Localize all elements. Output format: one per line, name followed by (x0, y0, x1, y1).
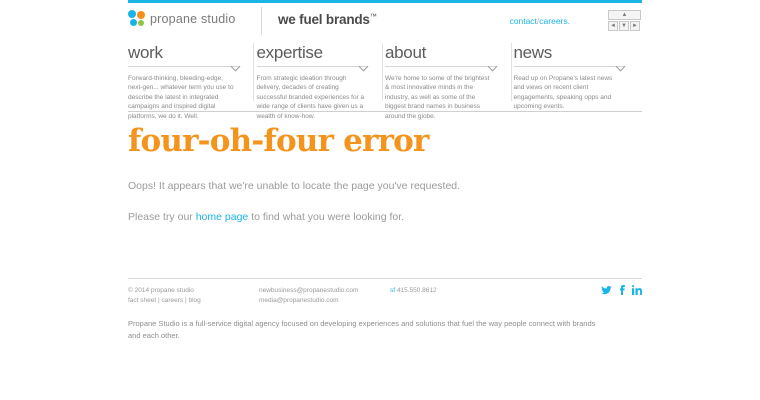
error-suggestion (128, 210, 642, 224)
scroll-right-button[interactable]: ► (630, 21, 640, 31)
error-suggestion-suffix: to find what you were looking for. (248, 211, 405, 223)
footer-emails (259, 286, 399, 306)
nav-column-work[interactable] (128, 43, 257, 128)
careers-link[interactable]: careers. (539, 16, 570, 26)
scroll-up-button[interactable]: ▲ (608, 10, 641, 20)
social-links (601, 285, 642, 295)
fact-sheet-link[interactable]: fact sheet (128, 297, 157, 304)
contact-link[interactable]: contact (509, 16, 537, 26)
utility-separator: / (536, 16, 540, 26)
chevron-down-icon[interactable] (514, 66, 625, 67)
nav-copy-work: Forward-thinking, bleeding-edge, next-gen... whatever term you use to describe the latest in integrated campaigns and inspired digital platforms, we do it. Well. (128, 74, 234, 120)
main-content (128, 124, 642, 224)
error-suggestion-prefix: Please try our (128, 211, 196, 223)
header-divider (261, 7, 262, 35)
facebook-icon[interactable] (619, 285, 625, 295)
utility-nav (510, 16, 571, 26)
copyright: © 2014 propane studio (128, 287, 194, 294)
tagline-text: we fuel brands (278, 12, 370, 27)
nav-title-expertise[interactable]: expertise (256, 43, 323, 62)
phone-label: sf (390, 287, 396, 294)
nav-title-news[interactable]: news (513, 43, 552, 62)
scroll-control-row-bottom (608, 21, 642, 31)
email-newbusiness[interactable]: newbusiness@propanestudio.com (259, 287, 359, 294)
linkedin-icon[interactable] (632, 285, 642, 295)
primary-nav (128, 43, 642, 128)
twitter-icon[interactable] (601, 286, 612, 295)
nav-copy-news: Read up on Propane's latest news and views on recent client engagements, speaking opps and upcoming events. (513, 74, 613, 110)
nav-title-work[interactable]: work (128, 43, 163, 62)
nav-column-expertise[interactable] (257, 43, 386, 128)
home-page-link[interactable]: home page (195, 211, 249, 223)
logo[interactable] (128, 10, 236, 27)
chevron-down-icon[interactable] (385, 66, 496, 67)
scroll-left-button[interactable]: ◄ (608, 21, 618, 31)
chevron-down-icon[interactable] (257, 66, 368, 67)
footer-divider (128, 278, 642, 279)
footer-blurb: Propane Studio is a full-service digital agency focused on developing experiences and solutions that fuel the way people connect with brands and each other. (128, 319, 596, 340)
header-bottom-divider (128, 111, 642, 112)
nav-column-about[interactable] (385, 43, 514, 128)
scroll-control-widget[interactable] (608, 10, 642, 32)
careers-footer-link[interactable]: careers (161, 297, 184, 304)
nav-copy-expertise: From strategic ideation through delivery, decades of creating successful branded experiences for a wide range of clients have given us a wealth of know-how. (256, 74, 365, 120)
error-message: Oops! It appears that we're unable to locate the page you've requested. (128, 180, 461, 192)
tagline-tm: ™ (369, 13, 377, 21)
email-media[interactable]: media@propanestudio.com (259, 297, 339, 304)
footer-links (128, 296, 248, 306)
blog-link[interactable]: blog (188, 297, 201, 304)
chevron-down-icon[interactable] (128, 66, 239, 67)
nav-copy-about: We're home to some of the brightest & most innovative minds in the industry, as well as some of the biggest brand names in business around the globe. (385, 74, 490, 120)
footer-phone (390, 286, 510, 296)
footer-link-sep-2: | (183, 297, 189, 304)
page-title: four-oh-four error (128, 123, 429, 159)
nav-column-news[interactable] (514, 43, 643, 128)
footer-link-sep-1: | (156, 297, 162, 304)
logo-text: propane studio (150, 11, 236, 26)
propane-logo-icon (128, 10, 145, 27)
site-header (128, 7, 642, 37)
phone-number: 415.550.8612 (396, 287, 437, 294)
top-accent-bar (128, 0, 642, 3)
scroll-down-button[interactable]: ▼ (619, 21, 629, 31)
scroll-control-row-top (608, 10, 642, 20)
footer-legal (128, 286, 248, 306)
tagline (278, 12, 377, 27)
nav-title-about[interactable]: about (385, 43, 427, 62)
